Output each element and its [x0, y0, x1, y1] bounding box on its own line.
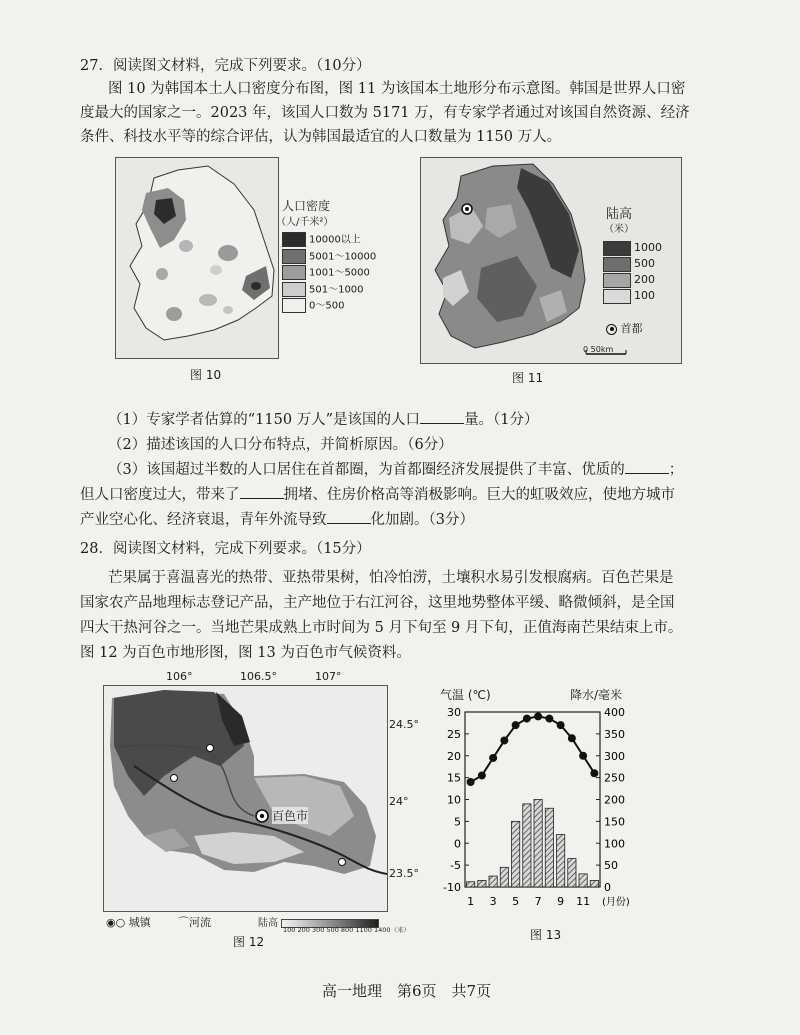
answer-blank[interactable] — [240, 484, 284, 499]
right-axis-tick-label: 150 — [604, 815, 625, 829]
figure-10-caption: 图 10 — [190, 368, 222, 382]
x-axis-tick-label: 11 — [576, 895, 591, 908]
left-axis-tick-label: 5 — [454, 815, 461, 829]
precipitation-bar — [590, 880, 598, 887]
fig11-legend-item: 100 — [603, 288, 662, 304]
left-axis-tick-label: -10 — [443, 881, 461, 894]
fig11-legend-unit: （米） — [604, 224, 634, 235]
fig10-legend-item: 0～500 — [282, 298, 376, 315]
right-axis-tick-label: 350 — [604, 727, 625, 741]
fig12-lon-107: 107° — [315, 670, 342, 683]
capital-icon — [606, 324, 617, 335]
right-axis-tick-label: 300 — [604, 749, 625, 763]
right-axis-tick-label: 200 — [604, 793, 625, 807]
left-axis-tick-label: 20 — [447, 749, 461, 763]
q28-paragraph-line1: 芒果属于喜温喜光的热带、亚热带果树，怕冷怕涝，土壤积水易引发根腐病。百色芒果是 — [108, 570, 674, 586]
temperature-point — [500, 736, 508, 744]
precipitation-bar — [478, 880, 486, 887]
q28-title: 28．阅读图文材料，完成下列要求。（15分） — [80, 541, 371, 557]
fig10-legend — [282, 232, 376, 315]
temperature-point — [557, 721, 565, 729]
precipitation-bar — [557, 835, 565, 888]
fig13-right-axis-label: 降水/毫米 — [570, 688, 623, 702]
fig12-lat-24: 24° — [389, 795, 409, 808]
x-axis-tick-label: 7 — [534, 895, 542, 908]
fig12-city-label: 百色市 — [272, 809, 309, 823]
left-axis-tick-label: 30 — [447, 706, 461, 719]
figure-13-caption: 图 13 — [530, 928, 562, 942]
fig11-legend-item: 1000 — [603, 240, 662, 256]
precipitation-bar — [579, 874, 587, 887]
plot-frame — [465, 712, 600, 887]
q27-subquestion-2: （2）描述该国的人口分布特点，并简析原因。（6分） — [108, 437, 453, 453]
fig11-legend-title: 陆高 — [606, 207, 633, 222]
precipitation-bar — [512, 821, 520, 887]
fig12-lon-1065: 106.5° — [240, 670, 277, 683]
left-axis-tick-label: 0 — [454, 837, 461, 851]
precipitation-bar — [523, 804, 531, 887]
q27-subquestion-3-line3: 产业空心化、经济衰退，青年外流导致 化加剧。（3分） — [80, 509, 474, 531]
q28-paragraph-line3: 四大干热河谷之一。当地芒果成熟上市时间为 5 月下旬至 9 月下旬，正值海南芒果结束上市。 — [80, 620, 683, 636]
fig10-legend-item: 1001～5000 — [282, 265, 376, 282]
fig11-capital-legend: 首都 — [606, 320, 643, 336]
fig12-legend-elevation: 陆高 — [258, 914, 379, 929]
q28-paragraph-line2: 国家农产品地理标志登记产品，主产地位于右江河谷，这里地势整体平缓、略微倾斜，是全国 — [80, 595, 675, 611]
left-axis-tick-label: 15 — [447, 771, 461, 785]
fig11-legend — [603, 240, 662, 304]
precipitation-bar — [500, 867, 508, 887]
figure-11-caption: 图 11 — [512, 371, 544, 385]
fig12-lon-106: 106° — [166, 670, 193, 683]
x-axis-tick-label: 9 — [557, 895, 565, 908]
precipitation-bar — [467, 882, 475, 887]
page-footer: 高一地理 第6页 共7页 — [322, 982, 492, 1000]
korea-population-density-map — [116, 158, 278, 358]
fig10-legend-item: 501～1000 — [282, 282, 376, 299]
climate-chart — [425, 700, 640, 920]
fig11-legend-item: 200 — [603, 272, 662, 288]
right-axis-tick-label: 100 — [604, 837, 625, 851]
town-icon: ◉○ — [106, 916, 126, 929]
temperature-point — [478, 771, 486, 779]
temperature-point — [590, 769, 598, 777]
temperature-point — [545, 715, 553, 723]
fig12-legend-river: ⌒河流 — [178, 916, 211, 929]
fig13-left-axis-label: 气温 (℃) — [440, 688, 491, 702]
temperature-point — [579, 752, 587, 760]
fig10-legend-item: 5001～10000 — [282, 249, 376, 266]
river-icon: ⌒ — [178, 916, 189, 929]
q27-paragraph-line1: 图 10 为韩国本土人口密度分布图，图 11 为该国本土地形分布示意图。韩国是世界人口密 — [108, 81, 686, 97]
fig10-legend-item: 10000以上 — [282, 232, 376, 249]
left-axis-tick-label: 10 — [447, 793, 461, 807]
fig11-scale-bar: 0 50km — [583, 345, 614, 354]
precipitation-bar — [568, 859, 576, 887]
x-axis-tick-label: 5 — [512, 895, 520, 908]
fig12-lat-245: 24.5° — [389, 718, 419, 731]
q27-paragraph-line3: 条件、科技水平等的综合评估，认为韩国最适宜的人口数量为 1150 万人。 — [80, 129, 562, 145]
right-axis-tick-label: 250 — [604, 771, 625, 785]
left-axis-tick-label: 25 — [447, 727, 461, 741]
q27-subquestion-3-line1: （3）该国超过半数的人口居住在首都圈，为首都圈经济发展提供了丰富、优质的 ； — [108, 459, 683, 481]
figure-12-map-frame — [103, 685, 388, 912]
answer-blank[interactable] — [625, 459, 669, 474]
x-axis-tick-label: 3 — [489, 895, 497, 908]
q27-subquestion-3-line2: 但人口密度过大，带来了 拥堵、住房价格高等消极影响。巨大的虹吸效应，使地方城市 — [80, 484, 675, 506]
temperature-point — [489, 754, 497, 762]
q27-paragraph-line2: 度最大的国家之一。2023 年，该国人口数为 5171 万，有专家学者通过对该国自然资源、经济 — [80, 105, 690, 121]
temperature-line — [471, 716, 595, 782]
q28-paragraph-line4: 图 12 为百色市地形图，图 13 为百色市气候资料。 — [80, 645, 411, 661]
fig12-elevation-ticks: 100 200 300 500 800 1100 1400（米） — [283, 926, 411, 934]
fig12-lat-235: 23.5° — [389, 867, 419, 880]
right-axis-tick-label: 50 — [604, 859, 618, 873]
fig10-legend-title: 人口密度 — [282, 199, 331, 213]
answer-blank[interactable] — [327, 509, 371, 524]
baise-terrain-map — [104, 686, 387, 911]
answer-blank[interactable] — [420, 409, 464, 424]
temperature-point — [523, 715, 531, 723]
right-axis-tick-label: 400 — [604, 706, 625, 719]
figure-10-map-frame — [115, 157, 279, 359]
x-axis-tick-label: 1 — [467, 895, 475, 908]
fig12-legend-town: ◉○ 城镇 — [106, 916, 151, 929]
x-axis-label: (月份) — [602, 897, 630, 908]
precipitation-bar — [489, 876, 497, 887]
left-axis-tick-label: -5 — [450, 859, 461, 873]
temperature-point — [512, 721, 520, 729]
fig10-legend-unit: （人/千米²） — [276, 217, 334, 228]
precipitation-bar — [534, 800, 542, 888]
temperature-point — [534, 712, 542, 720]
temperature-point — [467, 778, 475, 786]
temperature-point — [568, 734, 576, 742]
right-axis-tick-label: 0 — [604, 881, 611, 894]
figure-12-caption: 图 12 — [233, 935, 265, 949]
q27-title: 27．阅读图文材料，完成下列要求。（10分） — [80, 58, 371, 74]
q27-subquestion-1: （1）专家学者估算的“1150 万人”是该国的人口 量。（1分） — [108, 409, 539, 431]
precipitation-bar — [545, 808, 553, 887]
fig11-legend-item: 500 — [603, 256, 662, 272]
